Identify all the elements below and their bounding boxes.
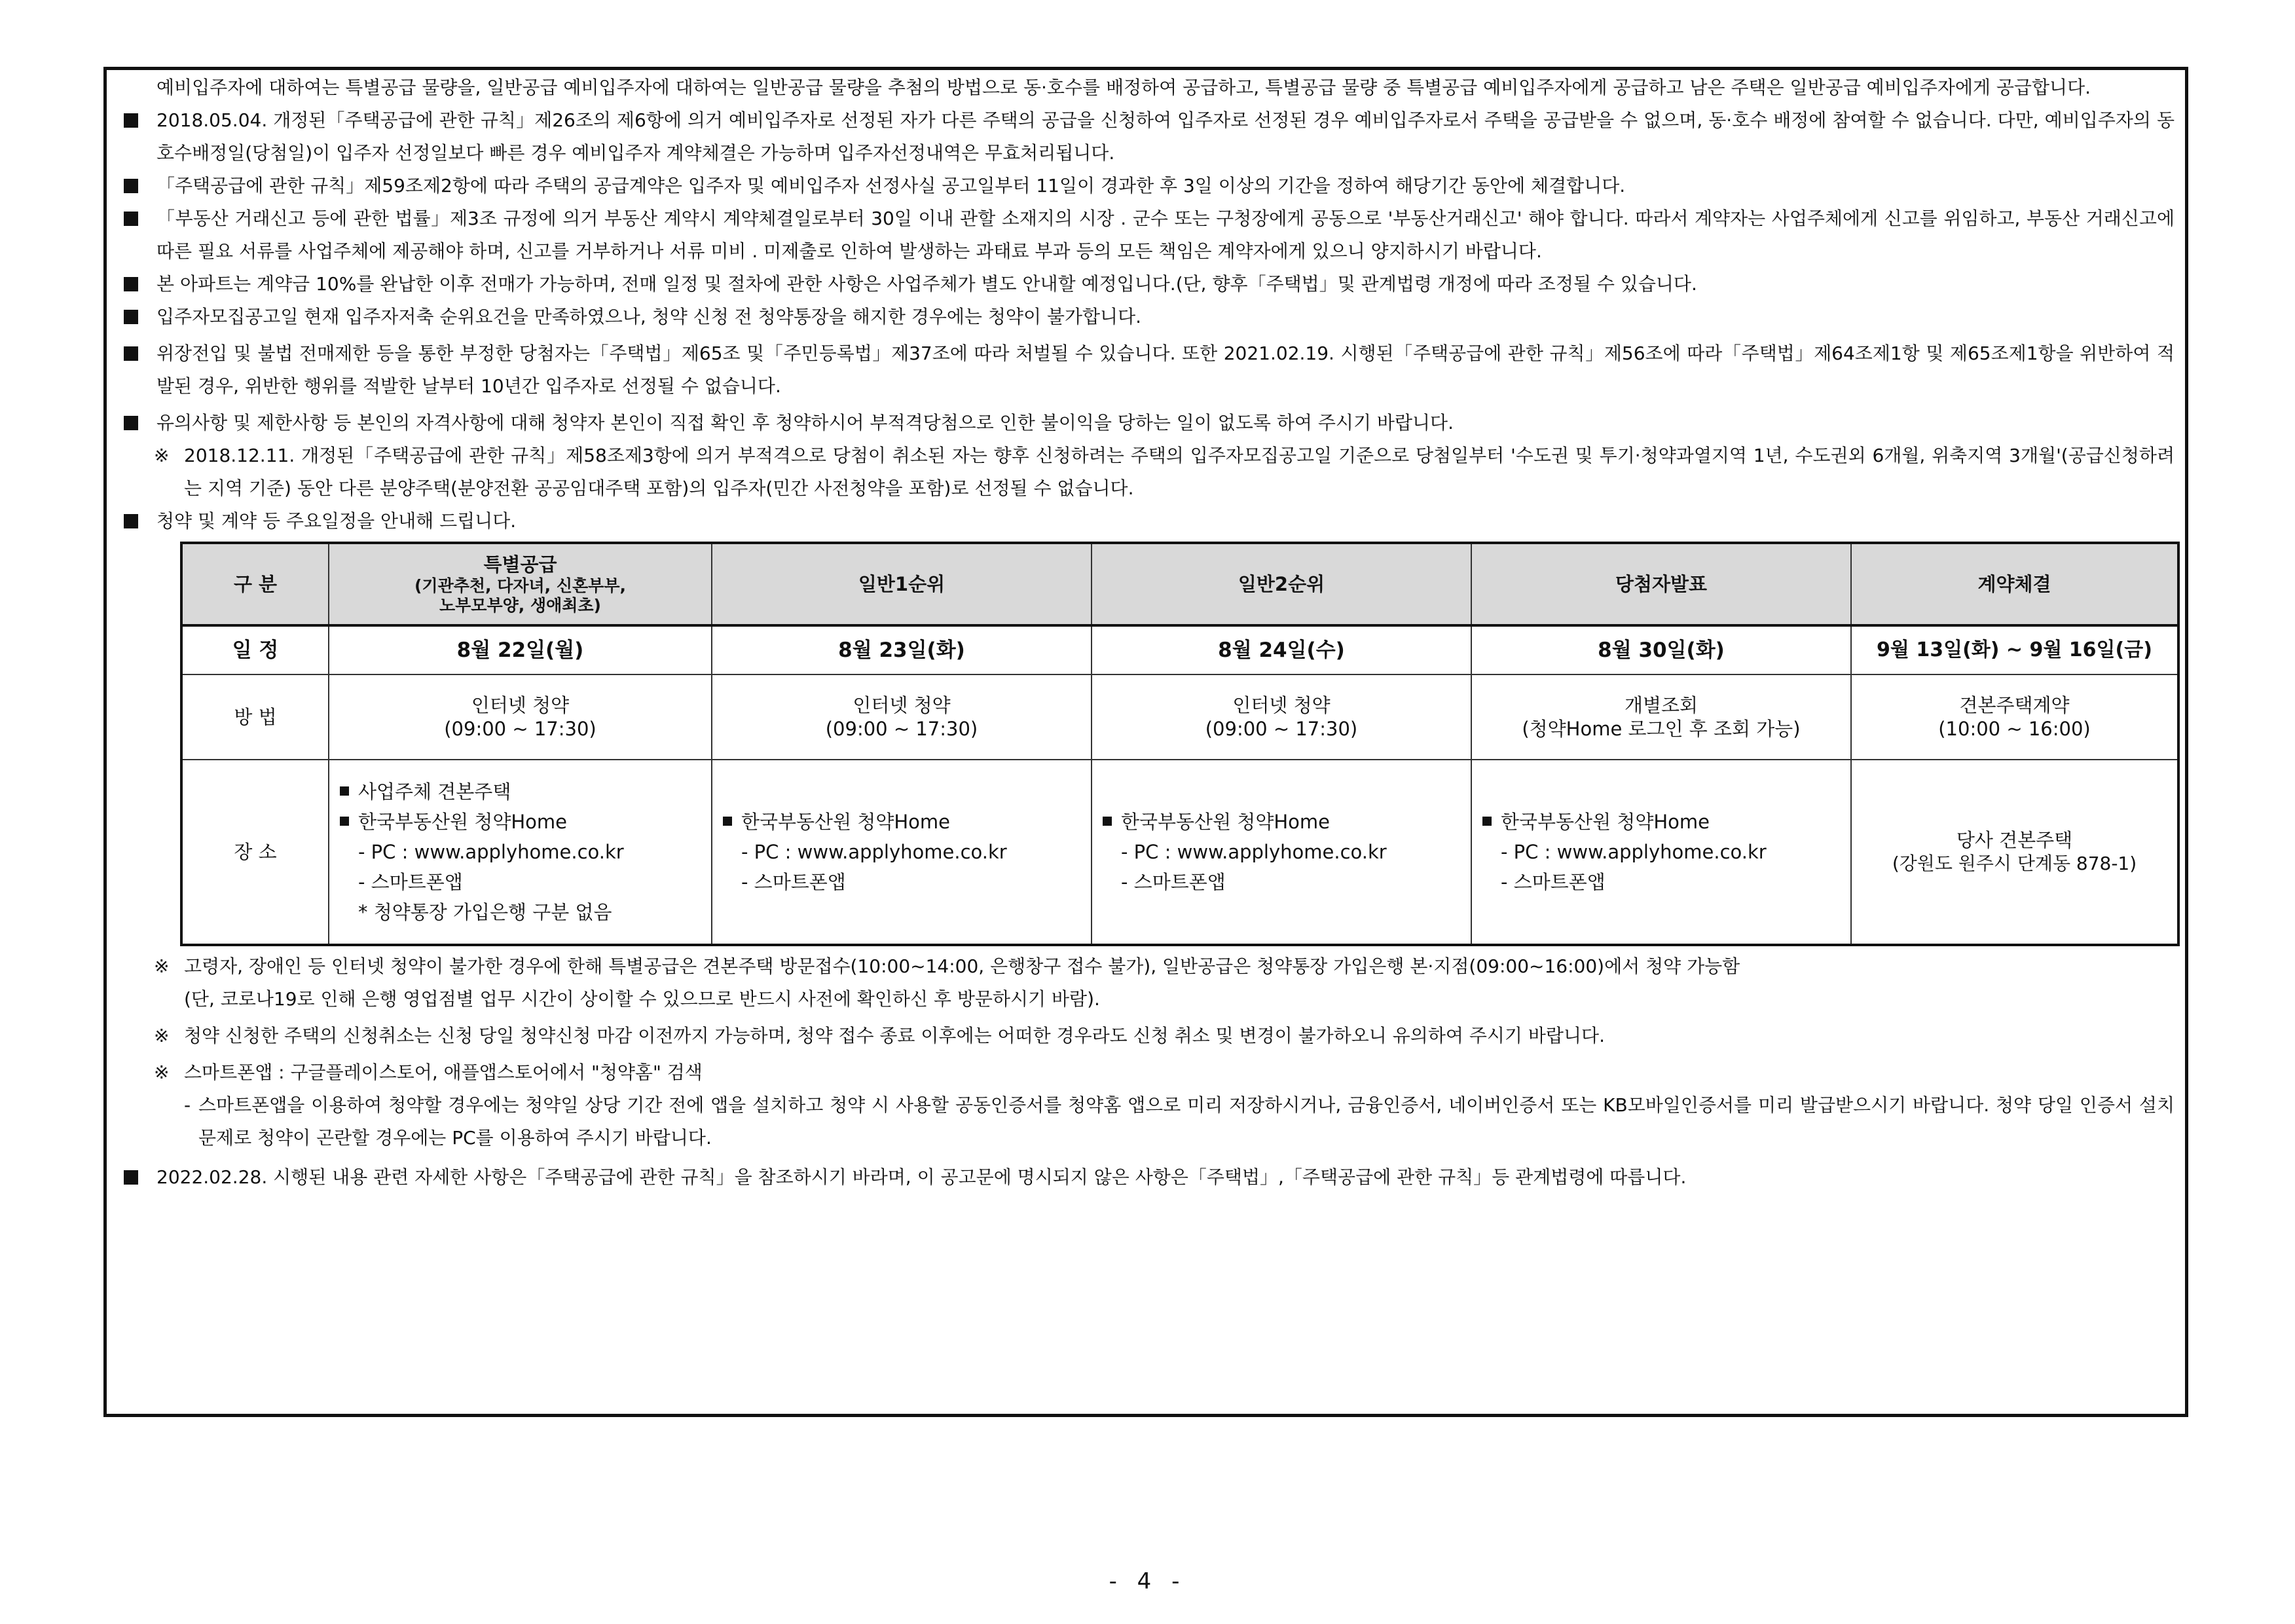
place-list [1481,807,1767,897]
schedule-place-row [181,760,2178,945]
method-cell [712,674,1092,760]
note-offline-application-cont [121,983,2175,1016]
schedule-date-row [181,625,2178,674]
place-cell [1092,760,1471,945]
bullet-square-icon [340,817,349,826]
paragraph-text: 2022.02.28. 시행된 내용 관련 자세한 사항은「주택공급에 관한 규칙」을 참조하시기 바라며, 이 공고문에 명시되지 않은 사항은「주택법」,「주택공급에 관한 규칙」등 관계법령에 따릅니다. [156,1166,1687,1188]
bullet-square-icon [124,416,138,430]
column-header-winner-announcement: 당첨자발표 [1471,543,1851,625]
method-text: 개별조회 [1624,694,1698,716]
reference-mark-icon: ※ [154,445,170,466]
paragraph-text: 예비입주자에 대하여는 특별공급 물량을, 일반공급 예비입주자에 대하여는 일반공급 물량을 추첨의 방법으로 동·호수를 배정하여 공급하고, 특별공급 물량 중 특별공급 예비입주자에게 공급하고 남은 주택은 일반공급 예비입주자에게 공급합니다. [156,77,2091,98]
paragraph-rule-59 [121,170,2175,202]
paragraph-text: 「주택공급에 관한 규칙」제59조제2항에 따라 주택의 공급계약은 입주자 및 예비입주자 선정사실 공고일부터 11일이 경과한 후 3일 이상의 기간을 정하여 해당기간 동안에 체결합니다. [156,175,1626,196]
bullet-square-icon [124,113,138,128]
place-sub-item: * 청약통장 가입은행 구분 없음 [358,901,612,923]
method-hours: (10:00 ~ 16:00) [1938,718,2091,740]
column-header-general-2nd: 일반2순위 [1092,543,1471,625]
reference-mark-icon: ※ [154,955,170,977]
column-subtitle: (기관추천, 다자녀, 신혼부부, [414,576,626,595]
paragraph-reserve-allocation [121,71,2175,104]
method-text: 인터넷 청약 [471,694,570,716]
bullet-square-icon [723,817,732,826]
place-cell [329,760,712,945]
place-address: (강원도 원주시 단계동 878-1) [1892,853,2137,874]
column-subtitle: 노부모부양, 생애최초) [439,596,601,615]
column-title: 특별공급 [483,553,557,576]
paragraph-text: 입주자모집공고일 현재 입주자저축 순위요건을 만족하였으나, 청약 신청 전 청약통장을 해지한 경우에는 청약이 불가합니다. [156,306,1142,327]
method-cell [1851,674,2178,760]
place-list-item [1481,807,1767,837]
date-cell: 8월 30일(화) [1471,625,1851,674]
note-text: 스마트폰앱 : 구글플레이스토어, 애플앱스토어에서 "청약홈" 검색 [184,1061,703,1083]
place-list [339,777,624,927]
method-text: 인터넷 청약 [1232,694,1331,716]
method-text: 견본주택계약 [1959,694,2070,716]
date-cell: 8월 24일(수) [1092,625,1471,674]
reference-mark-icon: ※ [154,1061,170,1083]
date-cell: 9월 13일(화) ~ 9월 16일(금) [1851,625,2178,674]
place-sub-item: - 스마트폰앱 [358,871,463,893]
paragraph-schedule-intro [121,505,2175,538]
paragraph-text: 2018.05.04. 개정된「주택공급에 관한 규칙」제26조의 제6항에 의거 예비입주자로 선정된 자가 다른 주택의 공급을 신청하여 입주자로 선정된 경우 예비입주자로서 주택을 공급받을 수 없으며, 동·호수 배정에 참여할 수 없습니다. 다만, 예비입주자의 동호수배정일(당첨일)이 입주자 선정일보다 빠른 경우 예비입주자 계약체결은 가능하며 입주자선정내역은 무효처리됩니다. [156,109,2175,164]
dash-mark: - [184,1094,191,1116]
place-list-item [339,807,624,837]
paragraph-savings-account [121,301,2175,333]
place-text: 한국부동산원 청약Home [358,811,567,833]
bullet-square-icon [340,786,349,796]
date-cell: 8월 23일(화) [712,625,1092,674]
note-smartphone-app [121,1056,2175,1089]
bullet-square-icon [124,1170,138,1185]
place-cell [1471,760,1851,945]
bullet-square-icon [1482,817,1492,826]
bullet-square-icon [124,346,138,361]
note-cancellation [121,1020,2175,1052]
place-list-item [722,807,1007,837]
method-cell [329,674,712,760]
method-text: 인터넷 청약 [853,694,951,716]
place-list [722,807,1007,897]
paragraph-real-estate-report [121,202,2175,268]
paragraph-resale [121,268,2175,301]
place-sub-item: - 스마트폰앱 [1501,871,1606,893]
method-cell [1092,674,1471,760]
place-list-item [339,777,624,807]
bullet-square-icon [124,179,138,193]
bullet-square-icon [124,514,138,528]
place-list [1101,807,1387,897]
note-text: 청약 신청한 주택의 신청취소는 신청 당일 청약신청 마감 이전까지 가능하며, 청약 접수 종료 이후에는 어떠한 경우라도 신청 취소 및 변경이 불가하오니 유의하여 주시기 바랍니다. [184,1025,1605,1046]
place-text: 당사 견본주택 [1956,829,2073,851]
place-sub-item: - PC : www.applyhome.co.kr [741,841,1007,863]
method-hours: (09:00 ~ 17:30) [444,718,597,740]
page-number: - 4 - [1109,1568,1186,1595]
paragraph-rule-26 [121,104,2175,170]
note-text: 스마트폰앱을 이용하여 청약할 경우에는 청약일 상당 기간 전에 앱을 설치하고 청약 시 사용할 공동인증서를 청약홈 앱으로 미리 저장하시거나, 금융인증서, 네이버인증서 또는 KB모바일인증서를 미리 발급받으시기 바랍니다. 청약 당일 인증서 설치 문제로 청약이 곤란할 경우에는 PC를 이용하여 주시기 바랍니다. [198,1094,2175,1149]
paragraph-eligibility-check [121,407,2175,439]
column-header-general-1st: 일반1순위 [712,543,1092,625]
column-header-contract: 계약체결 [1851,543,2178,625]
place-text: 사업주체 견본주택 [358,781,511,803]
method-hours: (09:00 ~ 17:30) [825,718,978,740]
row-header-date: 일 정 [181,625,329,674]
schedule-header-row [181,543,2178,625]
row-header-method: 방 법 [181,674,329,760]
place-cell [1851,760,2178,945]
note-text: (단, 코로나19로 인해 은행 영업점별 업무 시간이 상이할 수 있으므로 반드시 사전에 확인하신 후 방문하시기 바람). [184,988,1100,1010]
note-text: 2018.12.11. 개정된「주택공급에 관한 규칙」제58조제3항에 의거 부적격으로 당첨이 취소된 자는 향후 신청하려는 주택의 입주자모집공고일 기준으로 당첨일부터 '수도권 및 투기·청약과열지역 1년, 수도권외 6개월, 위축지역 3개월'(공급신청하려는 지역 기준) 동안 다른 분양주택(분양전환 공공임대주택 포함)의 입주자(민간 사전청약을 포함)로 선정될 수 없습니다. [184,445,2175,499]
place-sub-item: - 스마트폰앱 [741,871,846,893]
paragraph-text: 위장전입 및 불법 전매제한 등을 통한 부정한 당첨자는「주택법」제65조 및「주민등록법」제37조에 따라 처벌될 수 있습니다. 또한 2021.02.19. 시행된「주택공급에 관한 규칙」제56조에 따라「주택법」제64조제1항 및 제65조제1항을 위반하여 적발된 경우, 위반한 행위를 적발한 날부터 10년간 입주자로 선정될 수 없습니다. [156,342,2175,397]
column-header-special-supply [329,543,712,625]
place-text: 한국부동산원 청약Home [1501,811,1710,833]
bullet-square-icon [124,277,138,291]
place-sub-item: - PC : www.applyhome.co.kr [358,841,624,863]
paragraph-text: 유의사항 및 제한사항 등 본인의 자격사항에 대해 청약자 본인이 직접 확인 후 청약하시어 부적격당첨으로 인한 불이익을 당하는 일이 없도록 하여 주시기 바랍니다. [156,412,1454,434]
date-cell: 8월 22일(월) [329,625,712,674]
method-hours: (청약Home 로그인 후 조회 가능) [1522,718,1801,740]
paragraph-text: 청약 및 계약 등 주요일정을 안내해 드립니다. [156,510,517,532]
note-smartphone-app-detail [121,1089,2175,1154]
paragraph-illegal-winners [121,337,2175,403]
paragraph-text: 「부동산 거래신고 등에 관한 법률」제3조 규정에 의거 부동산 계약시 계약체결일로부터 30일 이내 관할 소재지의 시장 . 군수 또는 구청장에게 공동으로 '부동산거래신고' 해야 합니다. 따라서 계약자는 사업주체에게 신고를 위임하고, 부동산 거래신고에 따른 필요 서류를 사업주체에 제공해야 하며, 신고를 거부하거나 서류 미비 . 미제출로 인하여 발생하는 과태료 부과 등의 모든 책임은 계약자에게 있으니 양지하시기 바랍니다. [156,208,2175,262]
row-header-place: 장 소 [181,760,329,945]
paragraph-text: 본 아파트는 계약금 10%를 완납한 이후 전매가 가능하며, 전매 일정 및 절차에 관한 사항은 사업주체가 별도 안내할 예정입니다.(단, 향후「주택법」및 관계법령 개정에 따라 조정될 수 있습니다. [156,273,1697,295]
paragraph-final-reference [121,1161,2175,1194]
place-cell [712,760,1092,945]
notice-frame [103,67,2188,1417]
notice-content [121,70,2175,1194]
schedule-method-row [181,674,2178,760]
place-list-item [1101,807,1387,837]
reference-mark-icon: ※ [154,1025,170,1046]
note-offline-application [121,950,2175,983]
schedule-table [180,542,2180,946]
place-sub-item: - 스마트폰앱 [1121,871,1226,893]
note-text: 고령자, 장애인 등 인터넷 청약이 불가한 경우에 한해 특별공급은 견본주택 방문접수(10:00~14:00, 은행창구 접수 불가), 일반공급은 청약통장 가입은행 본·지점(09:00~16:00)에서 청약 가능함 [184,955,1740,977]
row-header-category: 구 분 [181,543,329,625]
bullet-square-icon [124,212,138,226]
place-sub-item: - PC : www.applyhome.co.kr [1121,841,1387,863]
method-cell [1471,674,1851,760]
note-disqualification [121,439,2175,505]
method-hours: (09:00 ~ 17:30) [1205,718,1358,740]
bullet-square-icon [124,310,138,324]
bullet-square-icon [1103,817,1112,826]
place-sub-item: - PC : www.applyhome.co.kr [1501,841,1767,863]
place-text: 한국부동산원 청약Home [1121,811,1330,833]
place-text: 한국부동산원 청약Home [741,811,950,833]
